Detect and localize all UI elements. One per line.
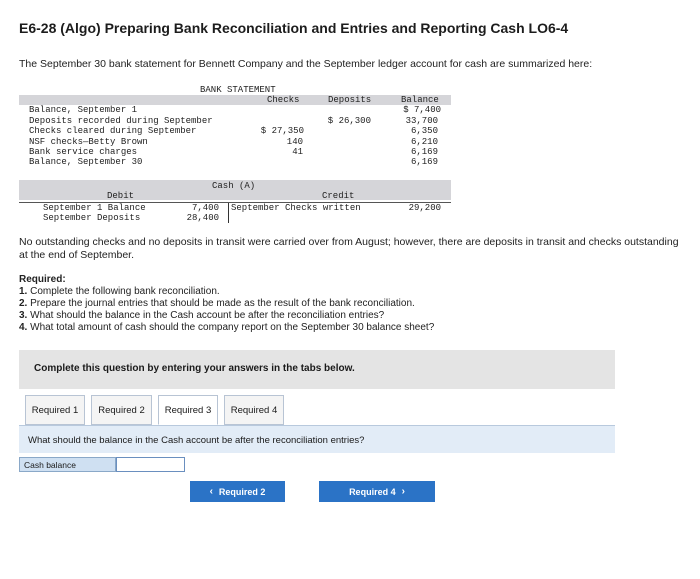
required-item-number: 1. — [19, 286, 28, 297]
required-title: Required: — [19, 274, 66, 285]
credit-label: Credit — [322, 191, 355, 201]
bank-row-label: Deposits recorded during September — [29, 116, 213, 126]
tab-required-3[interactable]: Required 3 — [158, 395, 218, 425]
deposits-column-header: Deposits — [328, 95, 372, 105]
debit-entry-label: September Deposits — [43, 213, 141, 223]
instruction-text: Complete this question by entering your answers in the tabs below. — [34, 363, 355, 374]
next-required-button[interactable] — [319, 481, 435, 502]
required-item — [19, 310, 434, 322]
bank-statement-header-band — [19, 95, 451, 105]
next-button-label: Required 4 — [349, 486, 396, 497]
tab-required-4[interactable]: Required 4 — [224, 395, 284, 425]
required-item-number: 3. — [19, 310, 28, 321]
required-item — [19, 286, 434, 298]
debit-label: Debit — [107, 191, 135, 201]
intro-text: The September 30 bank statement for Bennett Company and the September ledger account for cash are summarized here: — [19, 58, 593, 70]
required-section — [19, 274, 434, 334]
bank-row-balance: 6,169 — [410, 147, 438, 157]
required-item-number: 4. — [19, 322, 28, 333]
bank-row-label: Bank service charges — [29, 147, 138, 157]
bank-row-checks: 41 — [292, 147, 303, 157]
bank-row-label: NSF checks—Betty Brown — [29, 137, 148, 147]
required-item — [19, 322, 434, 334]
previous-required-button[interactable] — [190, 481, 285, 502]
question-box — [19, 425, 615, 453]
cash-account-heading: Cash (A) — [212, 181, 256, 191]
instruction-box — [19, 350, 615, 389]
previous-button-label: Required 2 — [218, 486, 266, 497]
tab-required-1[interactable]: Required 1 — [25, 395, 85, 425]
question-text: What should the balance in the Cash account be after the reconciliation entries? — [28, 435, 365, 446]
chevron-right-icon: › — [401, 486, 405, 497]
bank-row-label: Balance, September 1 — [29, 105, 138, 115]
bank-row-balance: 6,350 — [410, 126, 438, 136]
bank-row-label: Checks cleared during September — [29, 126, 197, 136]
debit-entry-amount: 28,400 — [186, 213, 219, 223]
bank-row-balance: 33,700 — [405, 116, 438, 126]
debit-entry-label: September 1 Balance — [43, 203, 146, 213]
page-title: E6-28 (Algo) Preparing Bank Reconciliation and Entries and Reporting Cash LO6-4 — [19, 20, 569, 36]
cash-t-account — [19, 191, 451, 223]
bank-row-label: Balance, September 30 — [29, 157, 143, 167]
bank-row-checks: 140 — [286, 137, 303, 147]
required-item-text: Complete the following bank reconciliation. — [30, 286, 220, 297]
bank-row-deposits: $ 26,300 — [327, 116, 371, 126]
balance-column-header: Balance — [401, 95, 439, 105]
bank-row-checks: $ 27,350 — [260, 126, 304, 136]
cash-balance-input[interactable] — [116, 457, 185, 472]
checks-column-header: Checks — [267, 95, 300, 105]
bank-statement-heading: BANK STATEMENT — [200, 85, 276, 95]
bank-row-balance: 6,210 — [410, 137, 438, 147]
bank-statement-table — [19, 95, 451, 170]
t-account-vertical-line — [228, 203, 229, 223]
bank-row-balance: 6,169 — [410, 157, 438, 167]
required-item-text: What total amount of cash should the company report on the September 30 balance sheet? — [30, 322, 435, 333]
required-item-text: Prepare the journal entries that should be made as the result of the bank reconciliation. — [30, 298, 415, 309]
required-item — [19, 298, 434, 310]
required-item-number: 2. — [19, 298, 28, 309]
credit-entry-amount: 29,200 — [408, 203, 441, 213]
bank-row-balance: $ 7,400 — [403, 105, 441, 115]
cash-balance-label: Cash balance — [19, 457, 116, 472]
tab-required-2[interactable]: Required 2 — [91, 395, 152, 425]
chevron-left-icon: ‹ — [209, 486, 213, 497]
required-item-text: What should the balance in the Cash account be after the reconciliation entries? — [30, 310, 385, 321]
note-text: No outstanding checks and no deposits in transit were carried over from August; however, there are deposits in transit and checks outstanding at the end of September. — [19, 236, 679, 261]
debit-entry-amount: 7,400 — [191, 203, 219, 213]
credit-entry-label: September Checks written — [231, 203, 361, 213]
